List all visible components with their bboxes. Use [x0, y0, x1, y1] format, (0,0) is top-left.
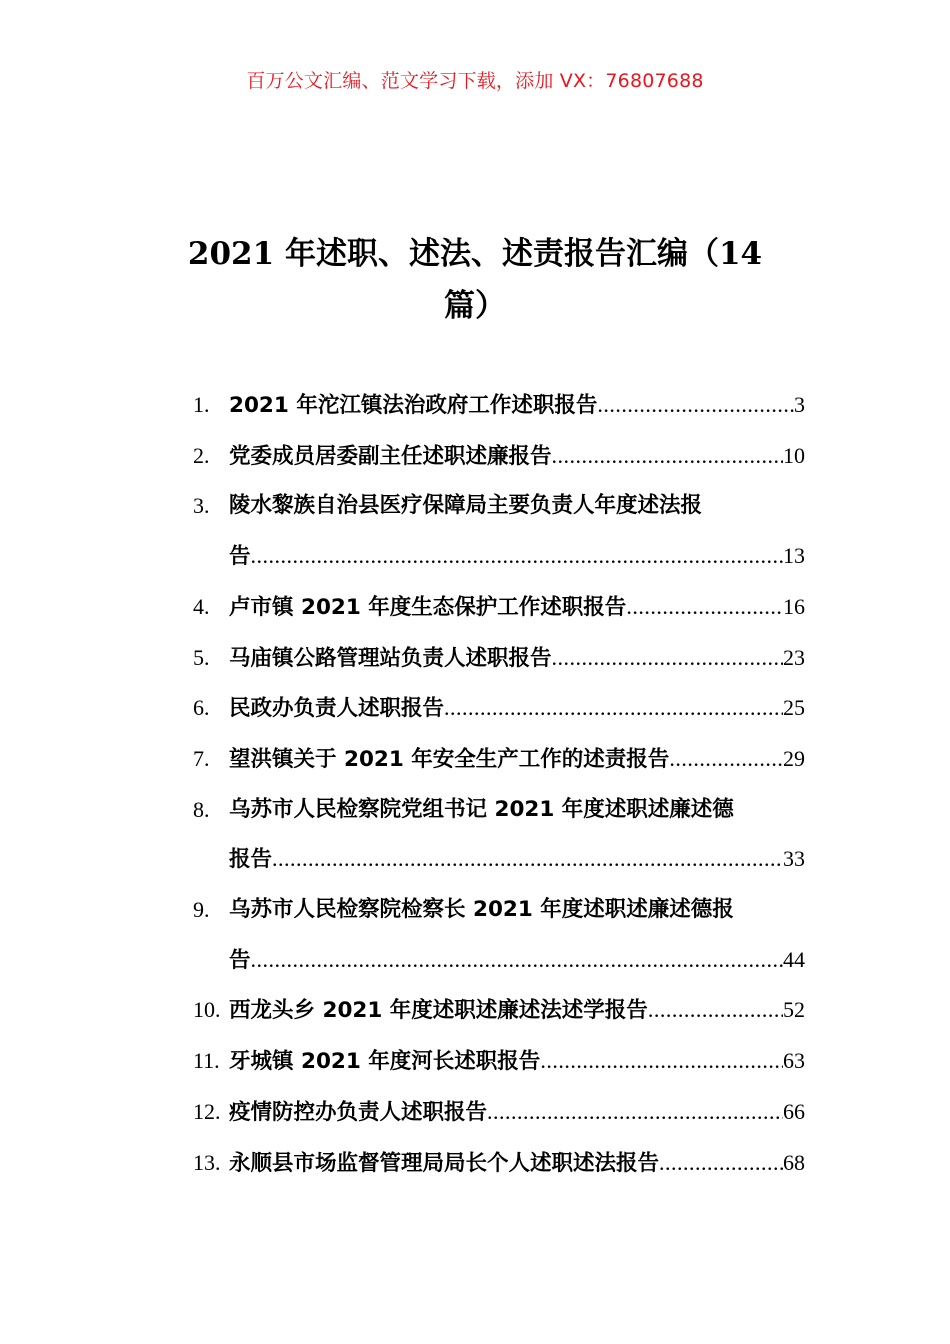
toc-page-number: 29: [783, 745, 805, 771]
toc-entry-body: [229, 1036, 805, 1087]
toc-page-number: 3: [794, 392, 805, 417]
toc-entry-title: 党委成员居委副主任述职述廉报告: [229, 443, 552, 469]
toc-entry-body: [229, 633, 805, 684]
toc-dot-leader: [626, 582, 783, 632]
toc-entry[interactable]: [193, 380, 805, 431]
toc-entry-body: [229, 481, 805, 581]
toc-entry-line: [229, 1138, 805, 1189]
toc-page-number: 16: [783, 593, 805, 619]
toc-entry-line: [229, 935, 805, 986]
toc-entry-title: 报告: [229, 847, 273, 873]
toc-page-number: 23: [783, 644, 805, 670]
toc-entry-title: 牙城镇 2021 年度河长述职报告: [229, 1049, 541, 1075]
toc-entry-number: 5.: [193, 644, 210, 670]
toc-page-number: 68: [783, 1149, 805, 1175]
toc-entry-number: 11.: [193, 1048, 220, 1074]
toc-entry[interactable]: [193, 582, 805, 633]
toc-entry[interactable]: [193, 481, 805, 581]
toc-entry-body: [229, 431, 805, 482]
toc-entry-line: [229, 985, 805, 1036]
toc-dot-leader: [272, 834, 783, 884]
toc-entry[interactable]: [193, 785, 805, 885]
toc-dot-leader: [540, 1036, 783, 1086]
toc-entry-number: 10.: [193, 997, 221, 1023]
toc-entry-number: 9.: [193, 897, 210, 923]
toc-dot-leader: [251, 531, 783, 581]
toc-entry-body: [229, 885, 805, 985]
toc-page-number: 44: [783, 946, 805, 972]
toc-entry[interactable]: [193, 885, 805, 985]
toc-entry-body: [229, 1138, 805, 1189]
toc-entry-number: 6.: [193, 695, 210, 721]
toc-entry-line: [229, 633, 805, 684]
toc-entry[interactable]: [193, 633, 805, 684]
toc-entry-body: [229, 1087, 805, 1138]
toc-entry-line: [229, 582, 805, 633]
header-contact-note: 百万公文汇编、范文学习下载，添加 VX：76807688: [246, 70, 704, 92]
toc-entry-line: [229, 431, 805, 482]
toc-entry[interactable]: [193, 683, 805, 734]
toc-entry-line: [229, 481, 805, 531]
toc-entry-line: [229, 531, 805, 582]
toc-entry-title: 永顺县市场监督管理局局长个人述职述法报告: [229, 1150, 660, 1176]
toc-entry[interactable]: [193, 1087, 805, 1138]
toc-entry-line: [229, 1087, 805, 1138]
toc-dot-leader: [251, 935, 783, 985]
toc-entry-number: 7.: [193, 745, 210, 771]
toc-entry-number: 12.: [193, 1098, 221, 1124]
toc-page-number: 63: [783, 1048, 805, 1074]
title-line-2: 篇）: [444, 288, 506, 324]
toc-dot-leader: [659, 1138, 783, 1188]
toc-dot-leader: [444, 683, 783, 733]
toc-entry[interactable]: [193, 734, 805, 785]
toc-dot-leader: [487, 1087, 783, 1137]
toc-entry-title: 疫情防控办负责人述职报告: [229, 1099, 488, 1125]
toc-entry-line: [229, 380, 805, 431]
toc-entry-line: [229, 834, 805, 885]
toc-page-number: 25: [783, 695, 805, 721]
toc-entry-number: 1.: [193, 392, 210, 417]
toc-entry-number: 13.: [193, 1149, 221, 1175]
table-of-contents: [193, 380, 805, 1188]
toc-entry-title: 2021 年沱江镇法治政府工作述职报告: [229, 393, 598, 418]
toc-entry-line: [229, 683, 805, 734]
document-title: [150, 228, 800, 332]
toc-dot-leader: [597, 380, 794, 430]
toc-dot-leader: [648, 985, 783, 1035]
toc-entry-body: [229, 785, 805, 885]
toc-page-number: 66: [783, 1098, 805, 1124]
toc-entry[interactable]: [193, 1036, 805, 1087]
toc-dot-leader: [669, 734, 783, 784]
toc-entry-title: 告: [229, 544, 251, 570]
toc-entry-number: 4.: [193, 593, 210, 619]
toc-entry-title: 望洪镇关于 2021 年安全生产工作的述责报告: [229, 746, 670, 772]
toc-entry-body: [229, 380, 805, 431]
toc-entry-number: 3.: [193, 493, 210, 519]
toc-page-number: 10: [783, 442, 805, 468]
toc-dot-leader: [552, 431, 783, 481]
toc-entry-title: 乌苏市人民检察院党组书记 2021 年度述职述廉述德: [229, 796, 734, 822]
toc-entry-line: [229, 1036, 805, 1087]
toc-entry-number: 8.: [193, 796, 210, 822]
toc-entry-line: [229, 785, 805, 835]
toc-entry-title: 卢市镇 2021 年度生态保护工作述职报告: [229, 594, 627, 620]
toc-entry-title: 陵水黎族自治县医疗保障局主要负责人年度述法报: [229, 493, 703, 519]
toc-entry-body: [229, 582, 805, 633]
toc-entry[interactable]: [193, 985, 805, 1036]
toc-dot-leader: [552, 633, 783, 683]
toc-entry-title: 马庙镇公路管理站负责人述职报告: [229, 645, 552, 671]
toc-entry-title: 乌苏市人民检察院检察长 2021 年度述职述廉述德报: [229, 897, 734, 923]
toc-entry[interactable]: [193, 1138, 805, 1189]
title-line-1: 2021 年述职、述法、述责报告汇编（14: [187, 236, 763, 272]
toc-entry-body: [229, 683, 805, 734]
toc-entry-body: [229, 734, 805, 785]
toc-entry-line: [229, 734, 805, 785]
toc-page-number: 13: [783, 543, 805, 569]
toc-entry[interactable]: [193, 431, 805, 482]
toc-entry-number: 2.: [193, 442, 210, 468]
toc-entry-line: [229, 885, 805, 935]
toc-entry-body: [229, 985, 805, 1036]
toc-entry-title: 告: [229, 947, 251, 973]
toc-page-number: 33: [783, 846, 805, 872]
toc-page-number: 52: [783, 997, 805, 1023]
toc-entry-title: 民政办负责人述职报告: [229, 696, 445, 722]
toc-entry-title: 西龙头乡 2021 年度述职述廉述法述学报告: [229, 998, 648, 1024]
